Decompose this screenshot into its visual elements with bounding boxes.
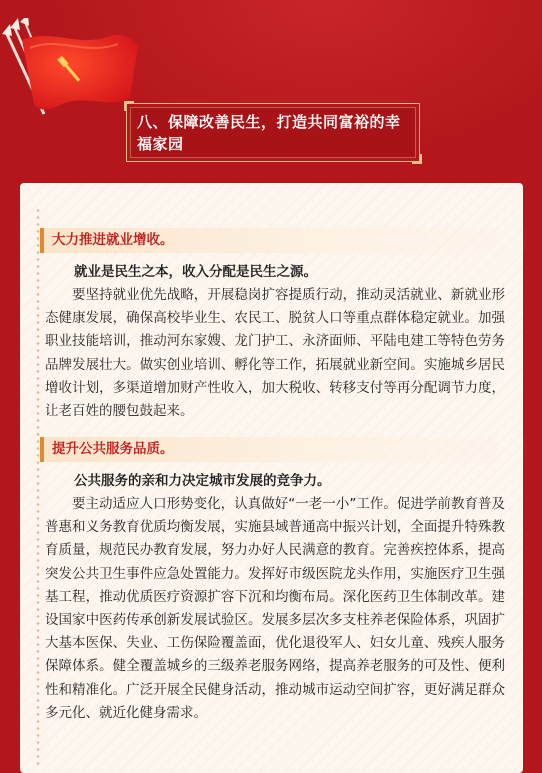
- party-flag-icon: [0, 18, 140, 128]
- section-title-box: [126, 103, 420, 162]
- section-lead: 就业是民生之本，收入分配是民生之源。: [74, 264, 317, 280]
- section-lead: 公共服务的亲和力决定城市发展的竞争力。: [74, 473, 331, 489]
- section-heading-label: 大力推进就业增收。: [52, 232, 174, 248]
- section-heading-label: 提升公共服务品质。: [52, 441, 174, 457]
- section-body: 要坚持就业优先战略，开展稳岗扩容提质行动，推动灵活就业、新就业形态健康发展，确保高校毕业生、农民工、脱贫人口等重点群体稳定就业。加强职业技能培训，推动河东家嫂、龙门护工、永济面师、平陆电建工等特色劳务品牌发展壮大。做实创业培训、孵化等工作，拓展就业新空间。实施城乡居民增收计划，多渠道增加财产性收入，加大税收、转移支付等再分配调节力度，让老百姓的腰包鼓起来。: [45, 287, 505, 420]
- page-title: 八、保障改善民生，打造共同富裕的幸福家园: [137, 113, 401, 153]
- section-body: 要主动适应人口形势变化，认真做好“一老一小”工作。促进学前教育普及普惠和义务教育优质均衡发展，实施县域普通高中振兴计划，全面提升特殊教育质量，规范民办教育发展，努力办好人民满意的教育。完善疾控体系，提高突发公共卫生事件应急处置能力。发挥好市级医院龙头作用，实施医疗卫生强基工程，推动优质医疗资源扩容下沉和均衡布局。深化医药卫生体制改革。建设国家中医药传承创新发展试验区。发展多层次多支柱养老保险体系，巩固扩大基本医保、失业、工伤保险覆盖面，优化退役军人、妇女儿童、残疾人服务保障体系。健全覆盖城乡的三级养老服务网络，提高养老服务的可及性、便利性和精准化。广泛开展全民健身活动，推动城市运动空间扩容，更好满足群众多元化、就近化健身需求。: [45, 496, 505, 721]
- section-heading-public-service: [40, 437, 528, 462]
- content-card: [20, 183, 523, 773]
- decorative-dots: [34, 207, 42, 767]
- section-heading-employment: [40, 228, 528, 253]
